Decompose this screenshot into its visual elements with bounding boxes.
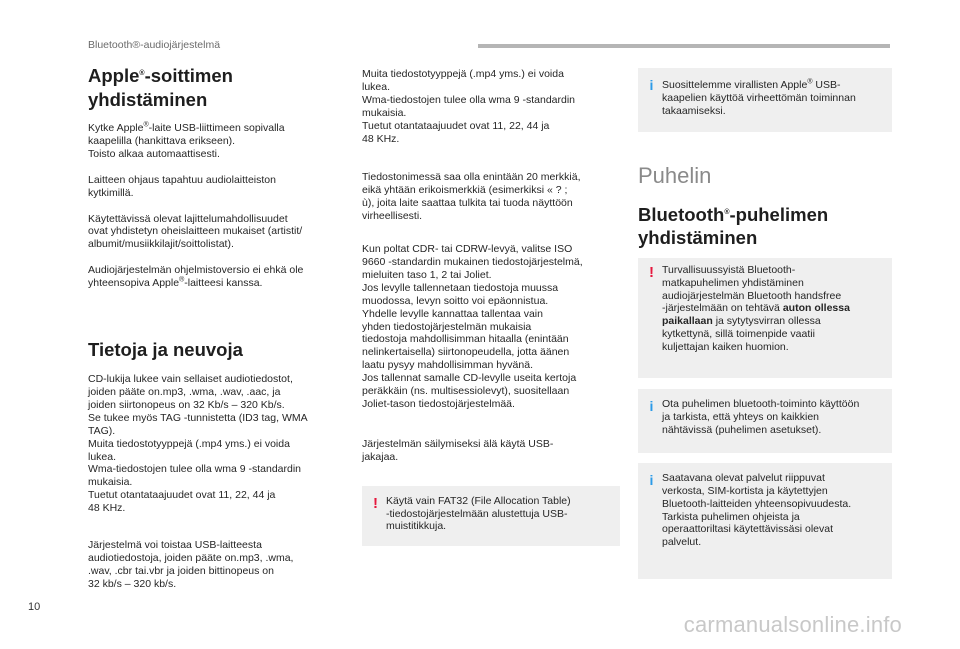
p1-sup: ® bbox=[143, 121, 149, 129]
warning-icon: ! bbox=[649, 263, 654, 281]
watermark: carmanualsonline.info bbox=[683, 612, 902, 637]
warning-icon: ! bbox=[373, 494, 378, 512]
heading-bt-line2: yhdistäminen bbox=[638, 226, 758, 248]
category-heading-phone: Puhelin bbox=[638, 162, 712, 188]
section-heading-tips: Tietoja ja neuvoja bbox=[88, 339, 243, 361]
info1a: Suosittelemme virallisten Apple bbox=[662, 79, 808, 91]
p4a: Audiojärjestelmän ohjelmistoversio ei ehkä ole yhteensopiva Apple bbox=[88, 264, 304, 290]
heading-apple-sup: ® bbox=[139, 69, 145, 77]
info-text-services: Saatavana olevat palvelut riippuvat verkosta, SIM-kortista ja käytettyjen Bluetooth-laitteiden yhteensopivuudesta. Tarkista puhelimen ohjeista ja operaattoriltasi käytettävissäsi olevat palvelut. bbox=[662, 471, 852, 549]
heading-apple-text: Apple bbox=[88, 65, 140, 86]
info-box-visibility bbox=[638, 389, 892, 453]
warning-text-fat32: Käytä vain FAT32 (File Allocation Table) -tiedostojärjestelmään alustettuja USB- muistitikkuja. bbox=[386, 494, 571, 533]
paragraph-burning: Kun poltat CDR- tai CDRW-levyä, valitse ISO 9660 -standardin mukainen tiedostojärjestelmä, mieluiten taso 1, 2 tai Joliet. Jos levylle tallennetaan tiedostoja muussa muodossa, levyn soitto voi epäonnistua. Yhdelle levylle kannattaa tallentaa vain yhden tiedostojärjestelmän mukaisia tiedostoja mahdollisimman hitaalla (enintään nelinkertaisella) siirtonopeudella, jotta äänen laatu pysyy mahdollisimman hyvänä. Jos tallennat samalle CD-levylle useita kertoja peräkkäin (ns. multisessiolevyt), suositellaan Joliet-tason tiedostojärjestelmää. bbox=[362, 243, 583, 410]
paragraph-connect bbox=[88, 122, 344, 161]
info-box-services bbox=[638, 463, 892, 579]
heading-bt-a: Bluetooth bbox=[638, 203, 725, 225]
info1b: USB- kaapelien käyttöä virheettömän toiminnan takaamiseksi. bbox=[662, 79, 856, 117]
info-icon: i bbox=[649, 77, 654, 93]
heading-bt-sup: ® bbox=[724, 208, 730, 216]
info-text-visibility: Ota puhelimen bluetooth-toiminto käyttöön ja tarkista, että yhteys on kaikkien nähtävissä (puhelimen asetukset). bbox=[662, 398, 860, 436]
warn-a: Turvallisuussyistä Bluetooth- matkapuhelimen yhdistäminen audiojärjestelmän Bluetooth handsfree -järjestelmään on tehtävä bbox=[662, 263, 842, 315]
paragraph-controls: Laitteen ohjaus tapahtuu audiolaitteiston kytkimillä. bbox=[88, 173, 276, 199]
warning-box-fat32 bbox=[362, 486, 620, 547]
info-icon: i bbox=[649, 398, 654, 415]
paragraph-file-types: Muita tiedostotyyppejä (.mp4 yms.) ei voida lukea. Wma-tiedostojen tulee olla wma 9 -standardin mukaisia. Tuetut otantataajuudet ovat 11, 22, 44 ja 48 KHz. bbox=[362, 68, 576, 145]
info1-sup: ® bbox=[807, 78, 813, 86]
page-number: 10 bbox=[28, 601, 41, 613]
running-header bbox=[88, 39, 220, 51]
info-icon: i bbox=[649, 471, 654, 488]
warn-bold: auton ollessa paikallaan bbox=[662, 302, 850, 328]
running-header-text: Bluetooth®-audiojärjestelmä bbox=[88, 39, 221, 51]
p1a: Kytke Apple bbox=[88, 122, 144, 134]
warning-box-safety bbox=[638, 258, 892, 378]
heading-bt-b: -puhelimen bbox=[729, 203, 829, 225]
section-heading-apple bbox=[88, 64, 344, 112]
p4b: -laitteesi kanssa. bbox=[184, 277, 263, 290]
paragraph-compatibility bbox=[88, 264, 344, 290]
warning-text-safety bbox=[662, 264, 884, 354]
column-left bbox=[88, 64, 344, 591]
paragraph-cd-formats: CD-lukija lukee vain sellaiset audiotiedostot, joiden pääte on.mp3, .wma, .wav, .aac, ja joiden siirtonopeus on 32 Kb/s – 320 Kb/s. Se tukee myös TAG -tunnistetta (ID3 tag, WMA TAG). Muita tiedostotyyppejä (.mp4 yms.) ei voida lukea. Wma-tiedostojen tulee olla wma 9 -standardin mukaisia. Tuetut otantataajuudet ovat 11, 22, 44 ja 48 KHz. bbox=[88, 373, 308, 515]
paragraph-usb-formats: Järjestelmä voi toistaa USB-laitteesta audiotiedostoja, joiden pääte on.mp3, .wma, .wav, .cbr tai.vbr ja joiden bittinopeus on 32 kb/s – 320 kb/s. bbox=[88, 539, 294, 590]
info-text-apple-cable bbox=[662, 79, 884, 118]
section-heading-bluetooth bbox=[638, 203, 892, 249]
paragraph-usb-hub: Järjestelmän säilymiseksi älä käytä USB- jakajaa. bbox=[362, 437, 554, 463]
header-rule bbox=[478, 44, 890, 48]
paragraph-filenames: Tiedostonimessä saa olla enintään 20 merkkiä, eikä yhtään erikoismerkkiä (esimerkiksi « ? ; ù), joita laite saattaa tulkita tai tuoda näyttöön virheellisesti. bbox=[362, 171, 581, 223]
p1b: -laite USB-liittimeen sopivalla kaapelilla (hankittava erikseen). Toisto alkaa automaattisesti. bbox=[88, 122, 285, 160]
info-box-apple-cable bbox=[638, 68, 892, 132]
column-middle bbox=[362, 68, 620, 546]
column-right bbox=[638, 68, 892, 579]
warn-b: ja sytytysvirran ollessa kytkettynä, sillä toimenpide vaatii kuljettajan kaiken huomion. bbox=[662, 315, 821, 354]
heading-apple-rest: -soittimen yhdistäminen bbox=[88, 65, 233, 110]
p4-sup: ® bbox=[179, 276, 185, 284]
paragraph-sorting: Käytettävissä olevat lajittelumahdollisuudet ovat yhdistetyn oheislaitteen mukaiset (artistit/ albumit/musiikkilajit/soittolistat). bbox=[88, 212, 303, 251]
